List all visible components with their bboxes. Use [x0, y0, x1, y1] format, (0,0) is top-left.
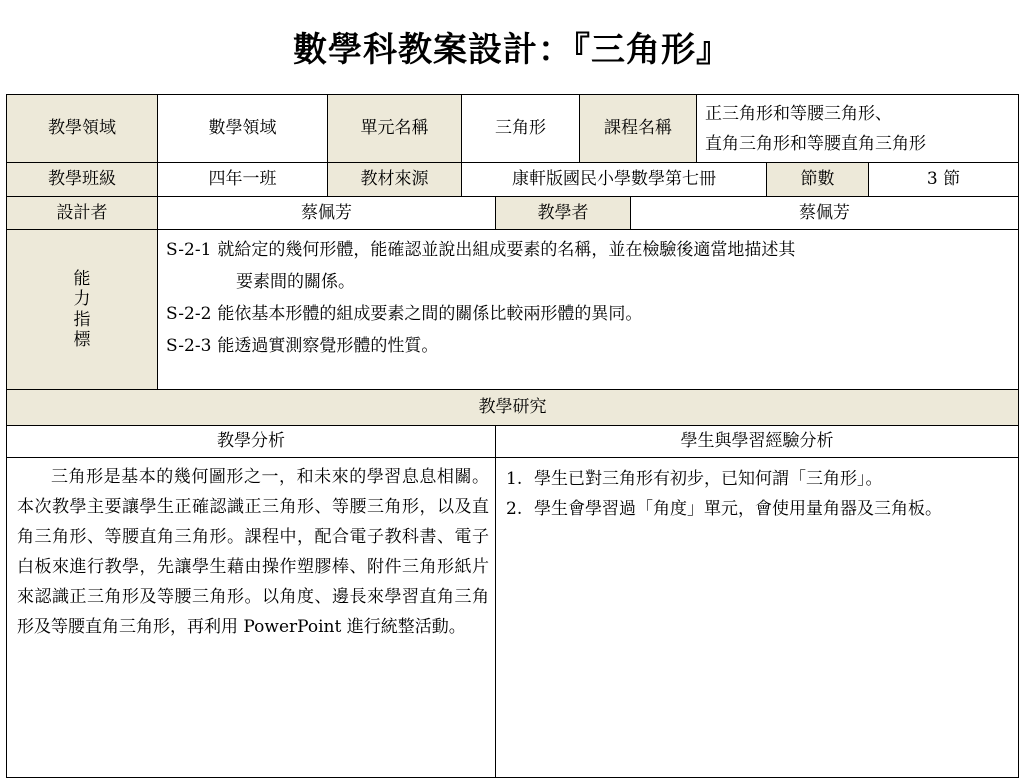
- indicator-text: 能透過實測察覺形體的性質。: [217, 336, 439, 356]
- designer-value: 蔡佩芳: [158, 197, 496, 230]
- experience-cell: [496, 458, 1019, 778]
- indicator-code: S-2-2: [166, 304, 212, 324]
- indicators-label-char: 能: [73, 268, 91, 289]
- course-value-line-2: 直角三角形和等腰直角三角形: [705, 133, 926, 154]
- indicator-item: [166, 234, 1018, 266]
- experience-item-number: 1.: [506, 469, 523, 489]
- teacher-label: 教學者: [496, 197, 631, 230]
- class-value: 四年一班: [158, 163, 328, 197]
- experience-item-text: 學生會學習過「角度」單元，會使用量角器及三角板。: [534, 499, 942, 519]
- lesson-plan-table: [6, 94, 1019, 778]
- material-value: 康軒版國民小學數學第七冊: [462, 163, 767, 197]
- research-header: 教學研究: [7, 390, 1019, 426]
- experience-item: [506, 494, 1008, 524]
- analysis-text: 三角形是基本的幾何圖形之一，和未來的學習息息相關。本次教學主要讓學生正確認識正三角形、等腰三角形，以及直角三角形、等腰直角三角形。課程中，配合電子教科書、電子白板來進行教學，先讓學生藉由操作塑膠棒、附件三角形紙片來認識正三角形及等腰三角形。以角度、邊長來學習直角三角形及等腰直角三角形，再利用 PowerPoint 進行統整活動。: [17, 467, 489, 637]
- material-label: 教材來源: [328, 163, 462, 197]
- experience-item: [506, 464, 1008, 494]
- teacher-value: 蔡佩芳: [631, 197, 1019, 230]
- indicators-label-char: 力: [73, 289, 91, 310]
- indicators-row: [7, 230, 1019, 390]
- indicators-label-char: 標: [73, 329, 91, 350]
- experience-item-text: 學生已對三角形有初步，已知何謂「三角形」。: [534, 469, 883, 489]
- research-header-row: [7, 390, 1019, 426]
- indicators-label-char: 指: [73, 309, 91, 330]
- indicator-item: [166, 298, 1018, 330]
- indicator-item-continuation: 要素間的關係。: [236, 272, 355, 292]
- indicator-item: [166, 330, 1018, 362]
- unit-label: 單元名稱: [328, 95, 462, 163]
- research-subheader-row: [7, 426, 1019, 458]
- indicator-text: 能依基本形體的組成要素之間的關係比較兩形體的異同。: [217, 304, 643, 324]
- periods-value: 3 節: [869, 163, 1019, 197]
- indicators-label: [7, 230, 158, 390]
- analysis-header: 教學分析: [7, 426, 496, 458]
- indicator-code: S-2-3: [166, 336, 212, 356]
- info-row-3: [7, 197, 1019, 230]
- research-content-row: [7, 458, 1019, 778]
- domain-label: 教學領域: [7, 95, 158, 163]
- domain-value: 數學領域: [158, 95, 328, 163]
- course-value-line-1: 正三角形和等腰三角形、: [705, 103, 892, 124]
- info-row-2: [7, 163, 1019, 197]
- designer-label: 設計者: [7, 197, 158, 230]
- experience-header: 學生與學習經驗分析: [496, 426, 1019, 458]
- experience-item-number: 2.: [506, 499, 523, 519]
- course-value: [697, 95, 1019, 163]
- course-label: 課程名稱: [580, 95, 697, 163]
- indicator-code: S-2-1: [166, 240, 212, 260]
- unit-value: 三角形: [462, 95, 580, 163]
- indicators-content: [158, 230, 1019, 390]
- class-label: 教學班級: [7, 163, 158, 197]
- page-title: 數學科教案設計：『三角形』: [293, 30, 731, 70]
- info-row-1: [7, 95, 1019, 163]
- analysis-cell: [7, 458, 496, 778]
- periods-label: 節數: [767, 163, 869, 197]
- indicator-text: 就給定的幾何形體，能確認並說出組成要素的名稱，並在檢驗後適當地描述其: [217, 240, 796, 260]
